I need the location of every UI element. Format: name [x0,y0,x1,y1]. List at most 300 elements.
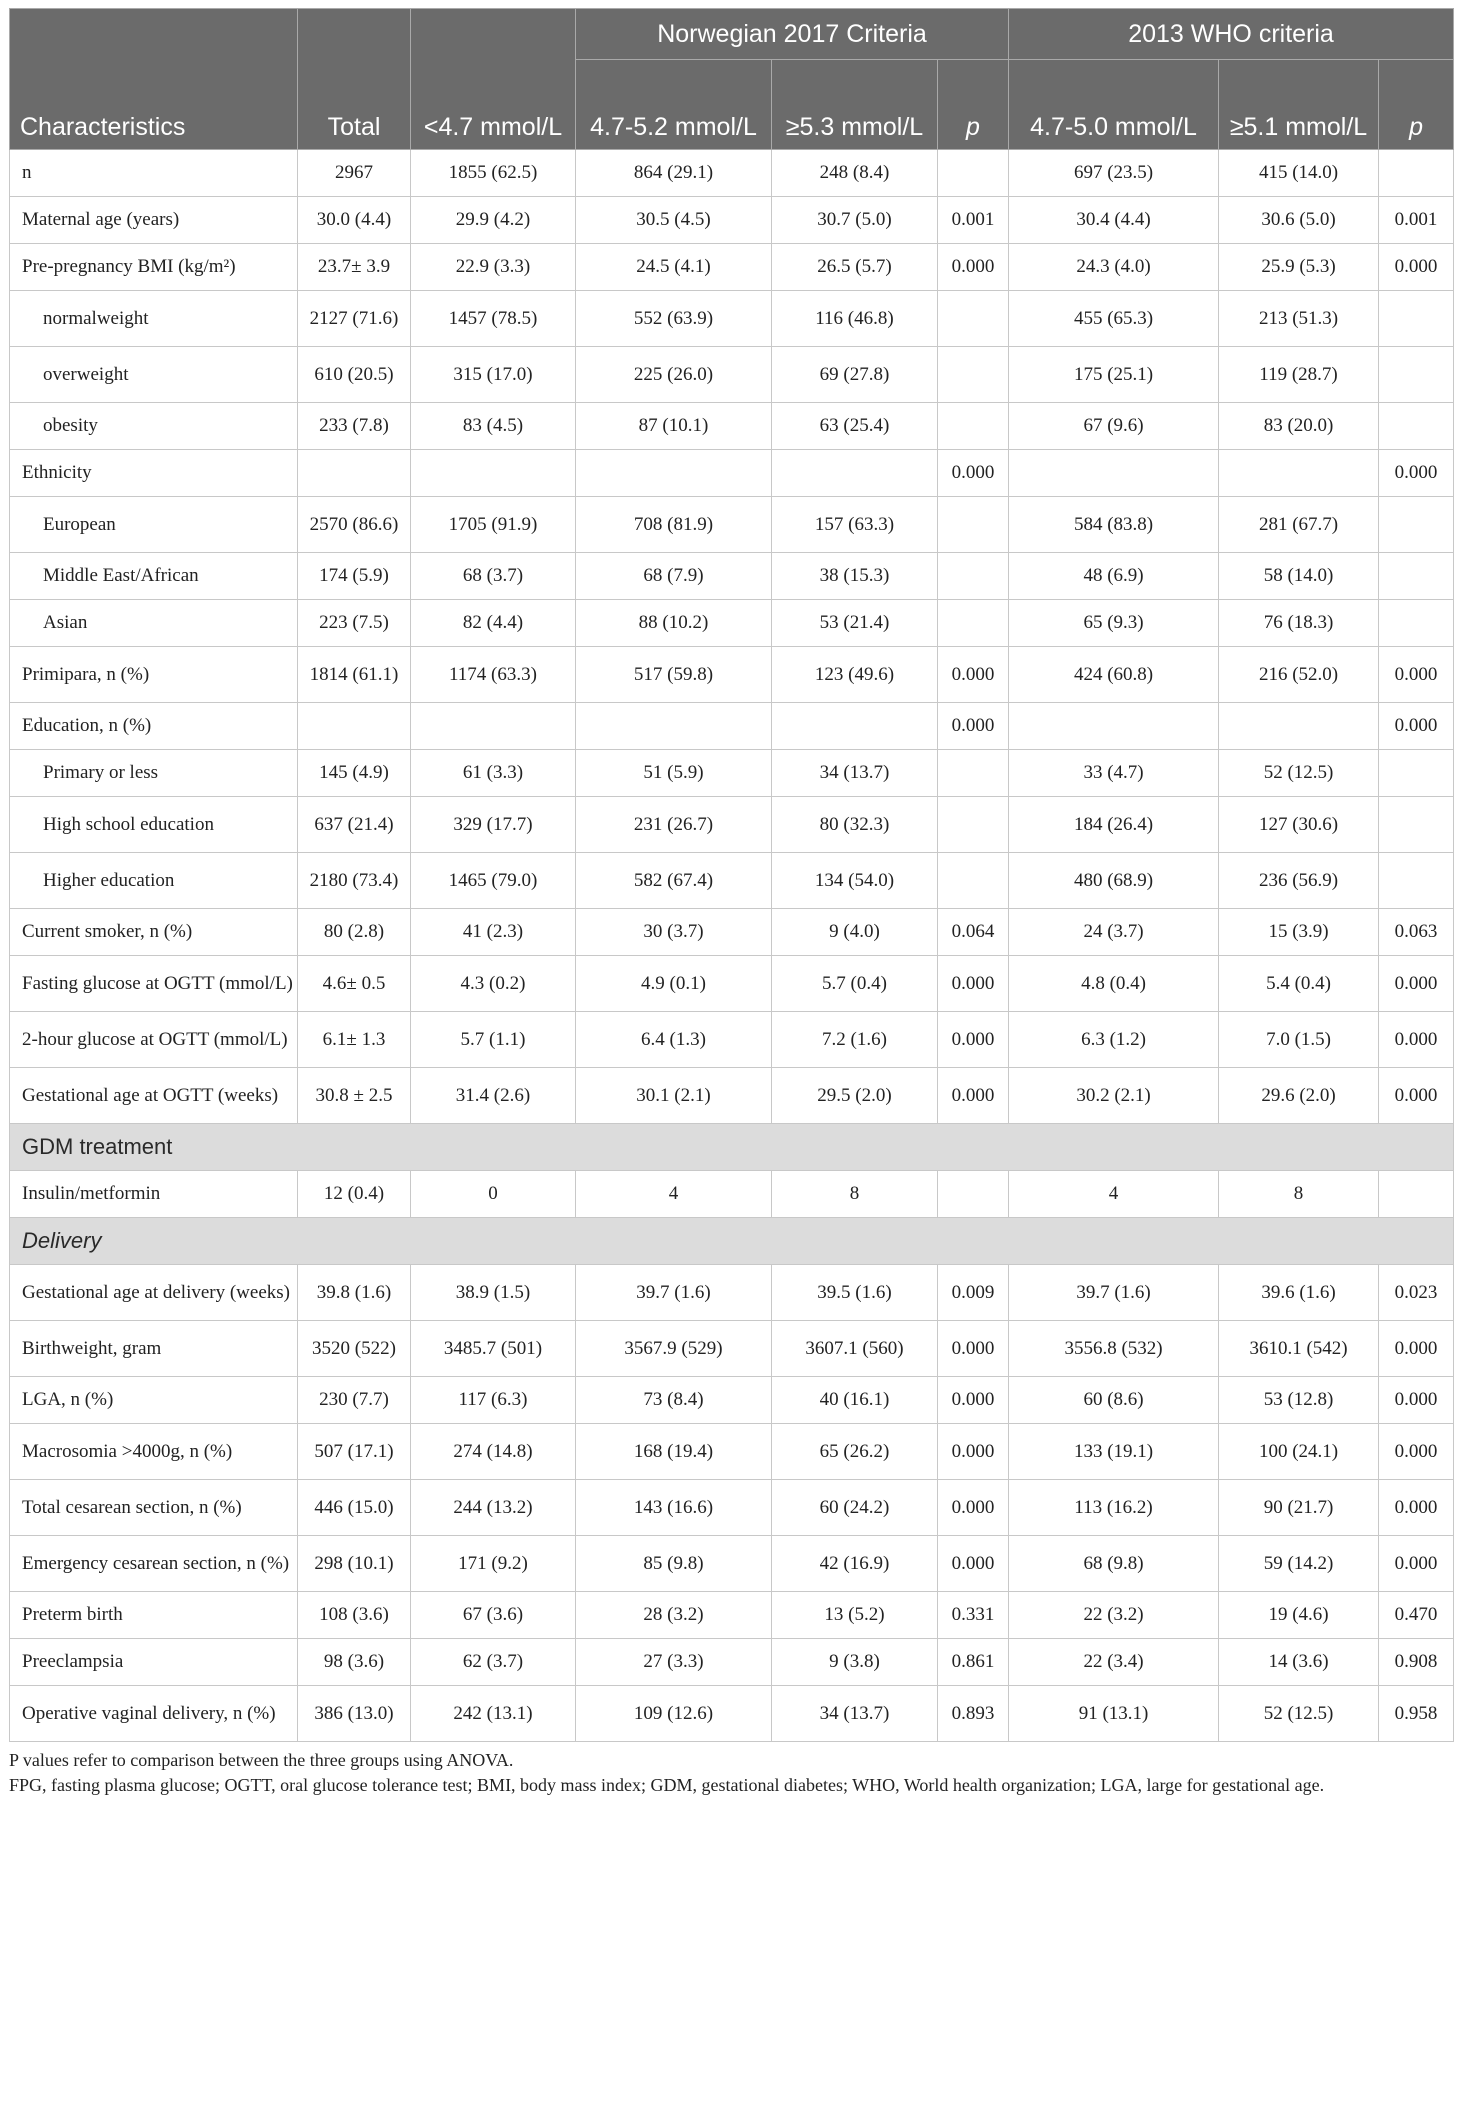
cell-lt47: 1457 (78.5) [411,291,576,347]
cell-total: 637 (21.4) [298,797,411,853]
cell-who-ge51: 15 (3.9) [1219,909,1379,956]
cell-who-4750: 480 (68.9) [1009,853,1219,909]
cell-lt47: 83 (4.5) [411,403,576,450]
cell-who-p: 0.063 [1379,909,1454,956]
cell-total: 610 (20.5) [298,347,411,403]
cell-nor-4752: 4.9 (0.1) [576,956,772,1012]
cell-nor-ge53: 7.2 (1.6) [772,1012,938,1068]
cell-total: 298 (10.1) [298,1536,411,1592]
cell-who-4750: 184 (26.4) [1009,797,1219,853]
section-header-row [10,1218,1454,1265]
cell-total: 3520 (522) [298,1321,411,1377]
cell-nor-p: 0.000 [938,450,1009,497]
cell-who-p [1379,600,1454,647]
cell-who-p: 0.000 [1379,1012,1454,1068]
cell-total [298,450,411,497]
cell-nor-p: 0.000 [938,1012,1009,1068]
cell-nor-ge53: 8 [772,1171,938,1218]
cell-who-p [1379,797,1454,853]
cell-who-p: 0.001 [1379,197,1454,244]
cell-nor-4752 [576,703,772,750]
cell-who-4750: 48 (6.9) [1009,553,1219,600]
cell-nor-4752: 51 (5.9) [576,750,772,797]
table-row [10,1424,1454,1480]
cell-who-4750: 133 (19.1) [1009,1424,1219,1480]
cell-who-p: 0.000 [1379,956,1454,1012]
cell-nor-p [938,291,1009,347]
cell-who-ge51: 19 (4.6) [1219,1592,1379,1639]
cell-lt47: 3485.7 (501) [411,1321,576,1377]
cell-nor-ge53: 38 (15.3) [772,553,938,600]
table-row [10,1639,1454,1686]
cell-who-ge51: 59 (14.2) [1219,1536,1379,1592]
cell-who-ge51: 53 (12.8) [1219,1377,1379,1424]
cell-lt47: 22.9 (3.3) [411,244,576,291]
row-label: Insulin/metformin [10,1171,298,1218]
cell-lt47: 329 (17.7) [411,797,576,853]
cell-nor-p [938,600,1009,647]
cell-nor-p: 0.009 [938,1265,1009,1321]
cell-nor-ge53: 123 (49.6) [772,647,938,703]
cell-who-4750 [1009,450,1219,497]
table-row [10,956,1454,1012]
cell-nor-p [938,347,1009,403]
cell-nor-4752: 552 (63.9) [576,291,772,347]
cell-lt47: 242 (13.1) [411,1686,576,1742]
cell-nor-ge53: 65 (26.2) [772,1424,938,1480]
cell-nor-4752 [576,450,772,497]
row-label: Operative vaginal delivery, n (%) [10,1686,298,1742]
row-label: Pre-pregnancy BMI (kg/m²) [10,244,298,291]
cell-nor-ge53 [772,703,938,750]
cell-lt47: 62 (3.7) [411,1639,576,1686]
cell-nor-ge53: 29.5 (2.0) [772,1068,938,1124]
cell-nor-p [938,797,1009,853]
cell-who-p [1379,150,1454,197]
cell-lt47: 4.3 (0.2) [411,956,576,1012]
cell-who-p: 0.470 [1379,1592,1454,1639]
cell-total: 30.8 ± 2.5 [298,1068,411,1124]
cell-who-p: 0.908 [1379,1639,1454,1686]
header-who-p: p [1379,60,1454,150]
header-who-group: 2013 WHO criteria [1009,9,1454,60]
cell-who-4750: 22 (3.4) [1009,1639,1219,1686]
cell-nor-p: 0.861 [938,1639,1009,1686]
cell-lt47: 1705 (91.9) [411,497,576,553]
cell-total: 1814 (61.1) [298,647,411,703]
cell-who-ge51: 39.6 (1.6) [1219,1265,1379,1321]
cell-nor-4752: 3567.9 (529) [576,1321,772,1377]
row-label: Preeclampsia [10,1639,298,1686]
cell-who-p [1379,853,1454,909]
footnotes [9,1748,1453,1798]
cell-who-ge51: 25.9 (5.3) [1219,244,1379,291]
row-label: Current smoker, n (%) [10,909,298,956]
row-label: n [10,150,298,197]
cell-nor-4752: 864 (29.1) [576,150,772,197]
cell-who-p: 0.000 [1379,1321,1454,1377]
cell-total: 174 (5.9) [298,553,411,600]
cell-total: 386 (13.0) [298,1686,411,1742]
row-label: High school education [10,797,298,853]
table-row [10,450,1454,497]
cell-nor-4752: 85 (9.8) [576,1536,772,1592]
cell-who-ge51: 119 (28.7) [1219,347,1379,403]
table-row [10,797,1454,853]
cell-nor-ge53: 39.5 (1.6) [772,1265,938,1321]
cell-who-4750: 175 (25.1) [1009,347,1219,403]
cell-who-ge51: 30.6 (5.0) [1219,197,1379,244]
cell-who-4750 [1009,703,1219,750]
cell-nor-4752: 231 (26.7) [576,797,772,853]
cell-who-ge51: 14 (3.6) [1219,1639,1379,1686]
cell-nor-ge53: 13 (5.2) [772,1592,938,1639]
cell-who-4750: 30.2 (2.1) [1009,1068,1219,1124]
cell-total: 145 (4.9) [298,750,411,797]
cell-who-ge51: 3610.1 (542) [1219,1321,1379,1377]
cell-lt47: 29.9 (4.2) [411,197,576,244]
section-title: Delivery [10,1218,1454,1265]
cell-nor-ge53: 248 (8.4) [772,150,938,197]
footnote-anova: P values refer to comparison between the three groups using ANOVA. [9,1750,514,1770]
cell-nor-4752: 27 (3.3) [576,1639,772,1686]
cell-nor-ge53: 40 (16.1) [772,1377,938,1424]
cell-total: 2180 (73.4) [298,853,411,909]
row-label: Preterm birth [10,1592,298,1639]
cell-who-p: 0.000 [1379,450,1454,497]
cell-who-4750: 424 (60.8) [1009,647,1219,703]
cell-who-p: 0.000 [1379,1536,1454,1592]
cell-who-ge51: 415 (14.0) [1219,150,1379,197]
cell-total: 230 (7.7) [298,1377,411,1424]
table-row [10,750,1454,797]
cell-nor-4752: 68 (7.9) [576,553,772,600]
table-row [10,403,1454,450]
cell-nor-4752: 88 (10.2) [576,600,772,647]
cell-nor-p: 0.000 [938,703,1009,750]
table-row [10,244,1454,291]
cell-total [298,703,411,750]
cell-total: 98 (3.6) [298,1639,411,1686]
table-row [10,909,1454,956]
cell-nor-p: 0.000 [938,1377,1009,1424]
table-row [10,600,1454,647]
cell-nor-4752: 143 (16.6) [576,1480,772,1536]
cell-nor-p: 0.000 [938,956,1009,1012]
cell-who-ge51: 213 (51.3) [1219,291,1379,347]
table-row [10,1536,1454,1592]
table-row [10,1686,1454,1742]
cell-nor-4752: 28 (3.2) [576,1592,772,1639]
cell-nor-4752: 4 [576,1171,772,1218]
cell-nor-p: 0.000 [938,1321,1009,1377]
cell-nor-p: 0.331 [938,1592,1009,1639]
cell-nor-ge53: 69 (27.8) [772,347,938,403]
table-row [10,1592,1454,1639]
cell-total: 507 (17.1) [298,1424,411,1480]
row-label: Fasting glucose at OGTT (mmol/L) [10,956,298,1012]
cell-who-4750: 455 (65.3) [1009,291,1219,347]
cell-lt47: 1855 (62.5) [411,150,576,197]
table-row [10,1171,1454,1218]
cell-total: 80 (2.8) [298,909,411,956]
header-characteristics: Characteristics [10,9,298,150]
cell-who-ge51 [1219,703,1379,750]
cell-nor-4752: 39.7 (1.6) [576,1265,772,1321]
cell-nor-ge53: 134 (54.0) [772,853,938,909]
cell-who-4750: 697 (23.5) [1009,150,1219,197]
cell-who-ge51: 83 (20.0) [1219,403,1379,450]
cell-lt47: 31.4 (2.6) [411,1068,576,1124]
row-label: Macrosomia >4000g, n (%) [10,1424,298,1480]
row-label: obesity [10,403,298,450]
cell-lt47 [411,450,576,497]
cell-lt47: 38.9 (1.5) [411,1265,576,1321]
cell-who-p [1379,403,1454,450]
cell-who-4750: 39.7 (1.6) [1009,1265,1219,1321]
row-label: Maternal age (years) [10,197,298,244]
cell-who-4750: 65 (9.3) [1009,600,1219,647]
table-row [10,197,1454,244]
cell-nor-p [938,150,1009,197]
cell-lt47: 244 (13.2) [411,1480,576,1536]
table-row [10,347,1454,403]
cell-total: 12 (0.4) [298,1171,411,1218]
cell-nor-p: 0.000 [938,1536,1009,1592]
cell-lt47: 67 (3.6) [411,1592,576,1639]
footnote-abbreviations: FPG, fasting plasma glucose; OGTT, oral glucose tolerance test; BMI, body mass index; GDM, gestational diabetes; WHO, World health organization; LGA, large for gestational age. [9,1775,1325,1795]
cell-nor-ge53: 34 (13.7) [772,1686,938,1742]
table-row [10,853,1454,909]
cell-who-4750: 22 (3.2) [1009,1592,1219,1639]
cell-nor-ge53: 60 (24.2) [772,1480,938,1536]
cell-who-p: 0.000 [1379,1068,1454,1124]
row-label: Higher education [10,853,298,909]
cell-nor-ge53: 9 (4.0) [772,909,938,956]
cell-nor-4752: 30.5 (4.5) [576,197,772,244]
cell-total: 6.1± 1.3 [298,1012,411,1068]
cell-who-p: 0.000 [1379,1377,1454,1424]
header-norwegian-group: Norwegian 2017 Criteria [576,9,1009,60]
header-lt47: <4.7 mmol/L [411,9,576,150]
cell-who-4750: 4.8 (0.4) [1009,956,1219,1012]
header-nor-ge53: ≥5.3 mmol/L [772,60,938,150]
cell-total: 39.8 (1.6) [298,1265,411,1321]
cell-who-p [1379,497,1454,553]
cell-nor-p: 0.000 [938,1424,1009,1480]
header-who-ge51: ≥5.1 mmol/L [1219,60,1379,150]
table-wrapper [9,8,1453,1798]
cell-lt47: 68 (3.7) [411,553,576,600]
row-label: Gestational age at delivery (weeks) [10,1265,298,1321]
cell-lt47: 274 (14.8) [411,1424,576,1480]
section-header-row [10,1124,1454,1171]
cell-lt47: 117 (6.3) [411,1377,576,1424]
cell-lt47: 41 (2.3) [411,909,576,956]
cell-who-p: 0.000 [1379,1424,1454,1480]
cell-who-ge51: 90 (21.7) [1219,1480,1379,1536]
table-row [10,150,1454,197]
row-label: Emergency cesarean section, n (%) [10,1536,298,1592]
table-row [10,1480,1454,1536]
section-title: GDM treatment [10,1124,1454,1171]
row-label: Education, n (%) [10,703,298,750]
cell-nor-4752: 87 (10.1) [576,403,772,450]
row-label: Asian [10,600,298,647]
cell-who-p [1379,553,1454,600]
cell-lt47: 61 (3.3) [411,750,576,797]
cell-nor-p [938,750,1009,797]
cell-lt47: 171 (9.2) [411,1536,576,1592]
cell-nor-p [938,1171,1009,1218]
cell-who-p [1379,291,1454,347]
cell-who-p: 0.000 [1379,244,1454,291]
cell-nor-4752: 30 (3.7) [576,909,772,956]
cell-who-ge51: 216 (52.0) [1219,647,1379,703]
cell-nor-p: 0.001 [938,197,1009,244]
cell-lt47: 5.7 (1.1) [411,1012,576,1068]
cell-nor-4752: 6.4 (1.3) [576,1012,772,1068]
cell-who-4750: 584 (83.8) [1009,497,1219,553]
cell-nor-ge53 [772,450,938,497]
cell-who-4750: 33 (4.7) [1009,750,1219,797]
cell-nor-ge53: 157 (63.3) [772,497,938,553]
row-label: Primipara, n (%) [10,647,298,703]
cell-nor-4752: 73 (8.4) [576,1377,772,1424]
cell-nor-4752: 24.5 (4.1) [576,244,772,291]
table-row [10,703,1454,750]
table-row [10,1377,1454,1424]
table-row [10,647,1454,703]
cell-nor-4752: 708 (81.9) [576,497,772,553]
cell-who-ge51: 8 [1219,1171,1379,1218]
cell-nor-4752: 582 (67.4) [576,853,772,909]
cell-total: 108 (3.6) [298,1592,411,1639]
cell-total: 2127 (71.6) [298,291,411,347]
cell-who-ge51: 236 (56.9) [1219,853,1379,909]
cell-lt47: 0 [411,1171,576,1218]
cell-nor-4752: 109 (12.6) [576,1686,772,1742]
cell-nor-ge53: 3607.1 (560) [772,1321,938,1377]
table-row [10,1068,1454,1124]
cell-who-ge51: 29.6 (2.0) [1219,1068,1379,1124]
cell-nor-4752: 225 (26.0) [576,347,772,403]
row-label: 2-hour glucose at OGTT (mmol/L) [10,1012,298,1068]
cell-nor-p: 0.000 [938,1480,1009,1536]
cell-lt47: 1174 (63.3) [411,647,576,703]
cell-nor-ge53: 116 (46.8) [772,291,938,347]
cell-nor-p: 0.000 [938,244,1009,291]
cell-total: 30.0 (4.4) [298,197,411,244]
cell-who-ge51: 58 (14.0) [1219,553,1379,600]
cell-who-p [1379,750,1454,797]
row-label: European [10,497,298,553]
cell-nor-p [938,497,1009,553]
row-label: Total cesarean section, n (%) [10,1480,298,1536]
cell-who-ge51: 76 (18.3) [1219,600,1379,647]
cell-nor-ge53: 63 (25.4) [772,403,938,450]
cell-who-ge51: 52 (12.5) [1219,750,1379,797]
cell-who-ge51: 52 (12.5) [1219,1686,1379,1742]
row-label: LGA, n (%) [10,1377,298,1424]
cell-nor-ge53: 9 (3.8) [772,1639,938,1686]
cell-who-4750: 6.3 (1.2) [1009,1012,1219,1068]
cell-who-ge51: 5.4 (0.4) [1219,956,1379,1012]
row-label: Ethnicity [10,450,298,497]
cell-nor-ge53: 80 (32.3) [772,797,938,853]
table-row [10,497,1454,553]
cell-who-4750: 24.3 (4.0) [1009,244,1219,291]
header-nor-4752: 4.7-5.2 mmol/L [576,60,772,150]
cell-lt47 [411,703,576,750]
cell-nor-ge53: 5.7 (0.4) [772,956,938,1012]
cell-who-ge51: 281 (67.7) [1219,497,1379,553]
cell-nor-p: 0.893 [938,1686,1009,1742]
cell-nor-4752: 517 (59.8) [576,647,772,703]
cell-nor-p: 0.064 [938,909,1009,956]
header-who-4750: 4.7-5.0 mmol/L [1009,60,1219,150]
cell-nor-p: 0.000 [938,1068,1009,1124]
cell-who-p [1379,347,1454,403]
cell-nor-p [938,853,1009,909]
table-body [10,150,1454,1742]
cell-who-p: 0.023 [1379,1265,1454,1321]
cell-nor-ge53: 30.7 (5.0) [772,197,938,244]
table-row [10,1321,1454,1377]
header-nor-p: p [938,60,1009,150]
row-label: Birthweight, gram [10,1321,298,1377]
cell-nor-ge53: 34 (13.7) [772,750,938,797]
cell-who-ge51: 7.0 (1.5) [1219,1012,1379,1068]
cell-who-4750: 3556.8 (532) [1009,1321,1219,1377]
cell-who-4750: 68 (9.8) [1009,1536,1219,1592]
cell-who-p: 0.000 [1379,703,1454,750]
cell-nor-p [938,403,1009,450]
table-row [10,1012,1454,1068]
cell-who-p: 0.958 [1379,1686,1454,1742]
cell-who-4750: 30.4 (4.4) [1009,197,1219,244]
cell-total: 2570 (86.6) [298,497,411,553]
cell-nor-p: 0.000 [938,647,1009,703]
cell-nor-4752: 30.1 (2.1) [576,1068,772,1124]
row-label: Primary or less [10,750,298,797]
table-row [10,291,1454,347]
cell-who-ge51 [1219,450,1379,497]
cell-nor-p [938,553,1009,600]
cell-total: 4.6± 0.5 [298,956,411,1012]
cell-lt47: 1465 (79.0) [411,853,576,909]
header-total: Total [298,9,411,150]
cell-who-4750: 60 (8.6) [1009,1377,1219,1424]
cell-who-4750: 67 (9.6) [1009,403,1219,450]
table-header [10,9,1454,150]
cell-nor-ge53: 42 (16.9) [772,1536,938,1592]
cell-total: 2967 [298,150,411,197]
cell-who-4750: 24 (3.7) [1009,909,1219,956]
cell-lt47: 82 (4.4) [411,600,576,647]
cell-nor-ge53: 26.5 (5.7) [772,244,938,291]
row-label: Middle East/African [10,553,298,600]
cell-who-ge51: 100 (24.1) [1219,1424,1379,1480]
cell-who-4750: 91 (13.1) [1009,1686,1219,1742]
cell-total: 446 (15.0) [298,1480,411,1536]
cell-total: 223 (7.5) [298,600,411,647]
cell-total: 233 (7.8) [298,403,411,450]
cell-who-p: 0.000 [1379,1480,1454,1536]
cell-nor-4752: 168 (19.4) [576,1424,772,1480]
cell-who-p: 0.000 [1379,647,1454,703]
row-label: Gestational age at OGTT (weeks) [10,1068,298,1124]
